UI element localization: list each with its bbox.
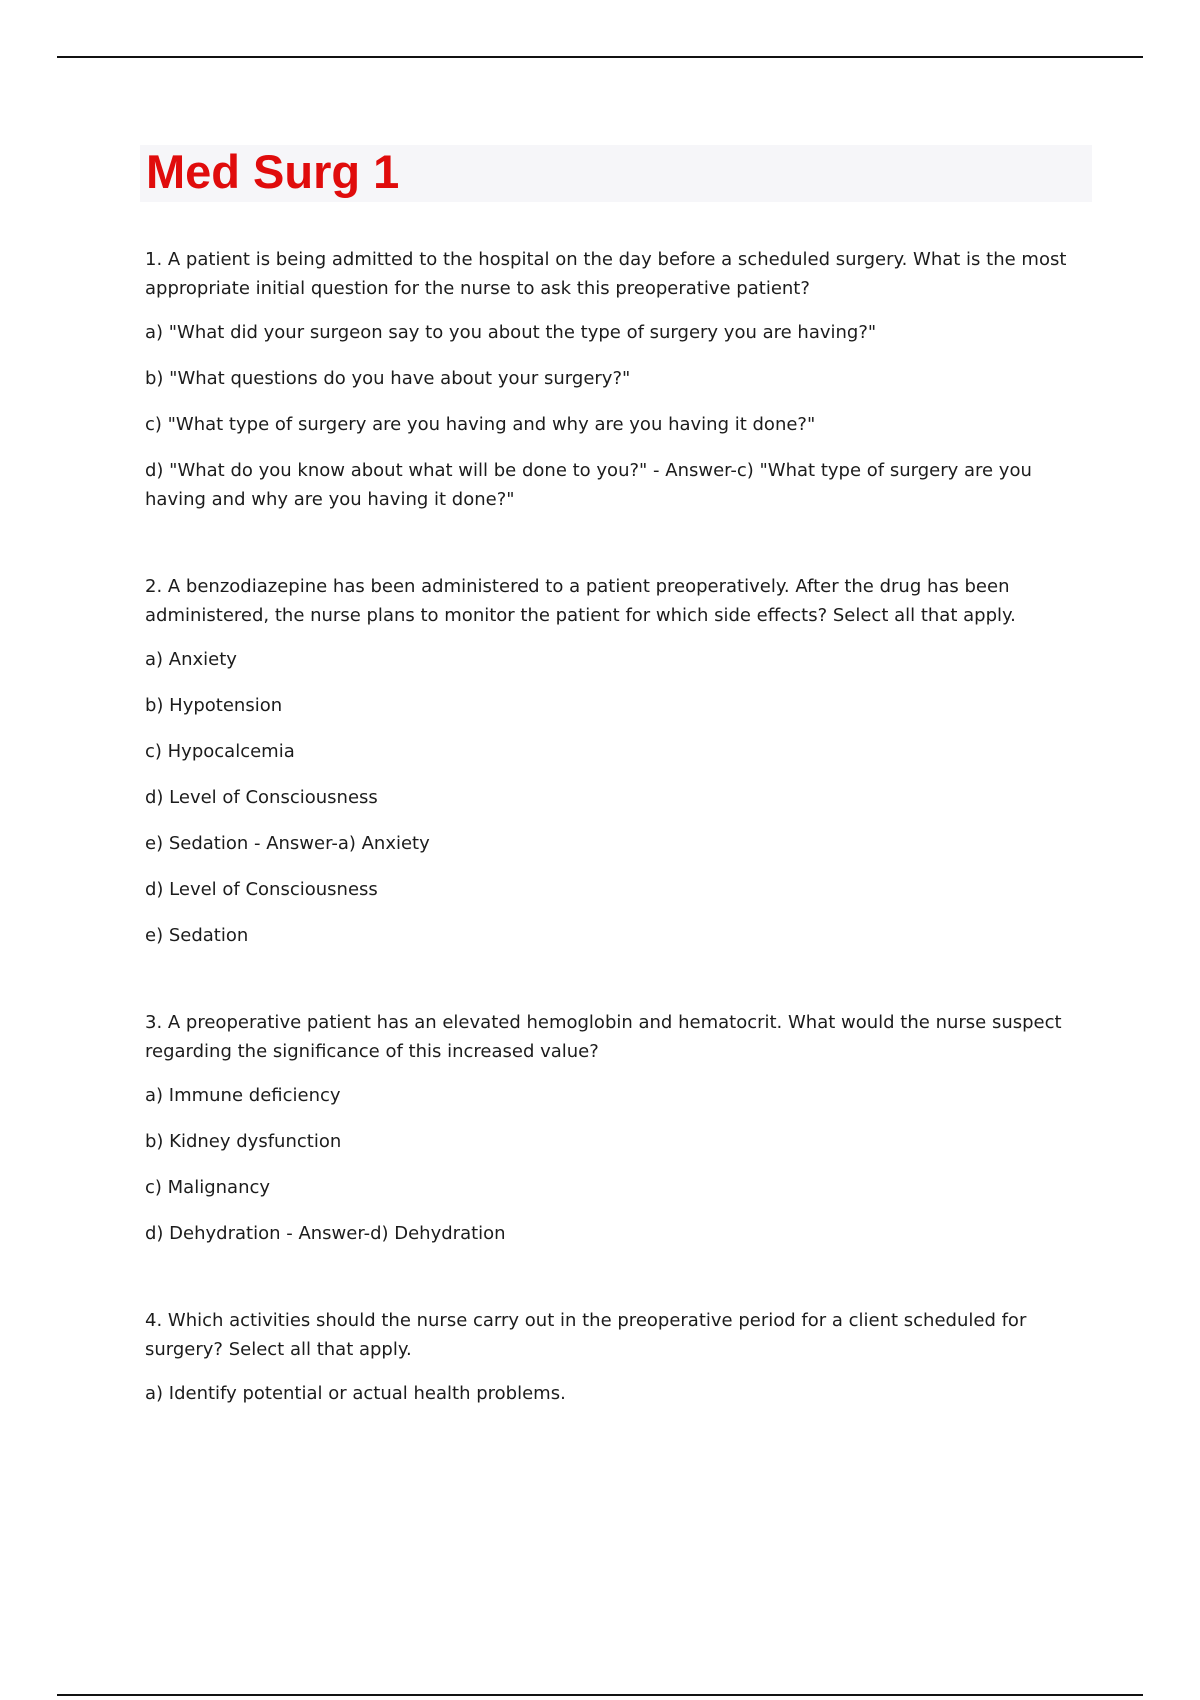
question-3-option-b: b) Kidney dysfunction [145, 1131, 342, 1152]
question-2-option-b: b) Hypotension [145, 695, 283, 716]
question-1-option-d-answer: d) "What do you know about what will be done to you?" - Answer-c) "What type of surgery are you having and why are you having it done?" [145, 460, 1032, 510]
question-3-option-a: a) Immune deficiency [145, 1085, 341, 1106]
question-2-option-e-answer: e) Sedation - Answer-a) Anxiety [145, 833, 430, 854]
question-2-answer-d: d) Level of Consciousness [145, 879, 378, 900]
question-4-text: 4. Which activities should the nurse carry out in the preoperative period for a client scheduled for surgery? Select all that apply. [145, 1310, 1027, 1360]
question-3-option-c: c) Malignancy [145, 1177, 271, 1198]
question-list [145, 245, 1080, 1466]
question-3 [145, 1008, 1080, 1248]
top-rule [57, 56, 1143, 58]
question-2-option-a: a) Anxiety [145, 649, 237, 670]
question-1 [145, 245, 1080, 514]
question-1-option-c: c) "What type of surgery are you having and why are you having it done?" [145, 414, 816, 435]
document-title: Med Surg 1 [146, 145, 400, 198]
question-2-text: 2. A benzodiazepine has been administered to a patient preoperatively. After the drug has been administered, the nurse plans to monitor the patient for which side effects? Select all that apply. [145, 576, 1016, 626]
question-1-text: 1. A patient is being admitted to the hospital on the day before a scheduled surgery. What is the most appropriate initial question for the nurse to ask this preoperative patient? [145, 249, 1067, 299]
question-2-option-c: c) Hypocalcemia [145, 741, 295, 762]
question-1-option-b: b) "What questions do you have about your surgery?" [145, 368, 631, 389]
bottom-rule [57, 1694, 1143, 1696]
question-4-option-a: a) Identify potential or actual health problems. [145, 1383, 566, 1404]
question-4 [145, 1306, 1080, 1408]
question-1-option-a: a) "What did your surgeon say to you about the type of surgery you are having?" [145, 322, 877, 343]
question-3-text: 3. A preoperative patient has an elevated hemoglobin and hematocrit. What would the nurse suspect regarding the significance of this increased value? [145, 1012, 1062, 1062]
question-2-answer-e: e) Sedation [145, 925, 249, 946]
question-3-option-d-answer: d) Dehydration - Answer-d) Dehydration [145, 1223, 506, 1244]
question-2 [145, 572, 1080, 950]
question-2-option-d: d) Level of Consciousness [145, 787, 378, 808]
